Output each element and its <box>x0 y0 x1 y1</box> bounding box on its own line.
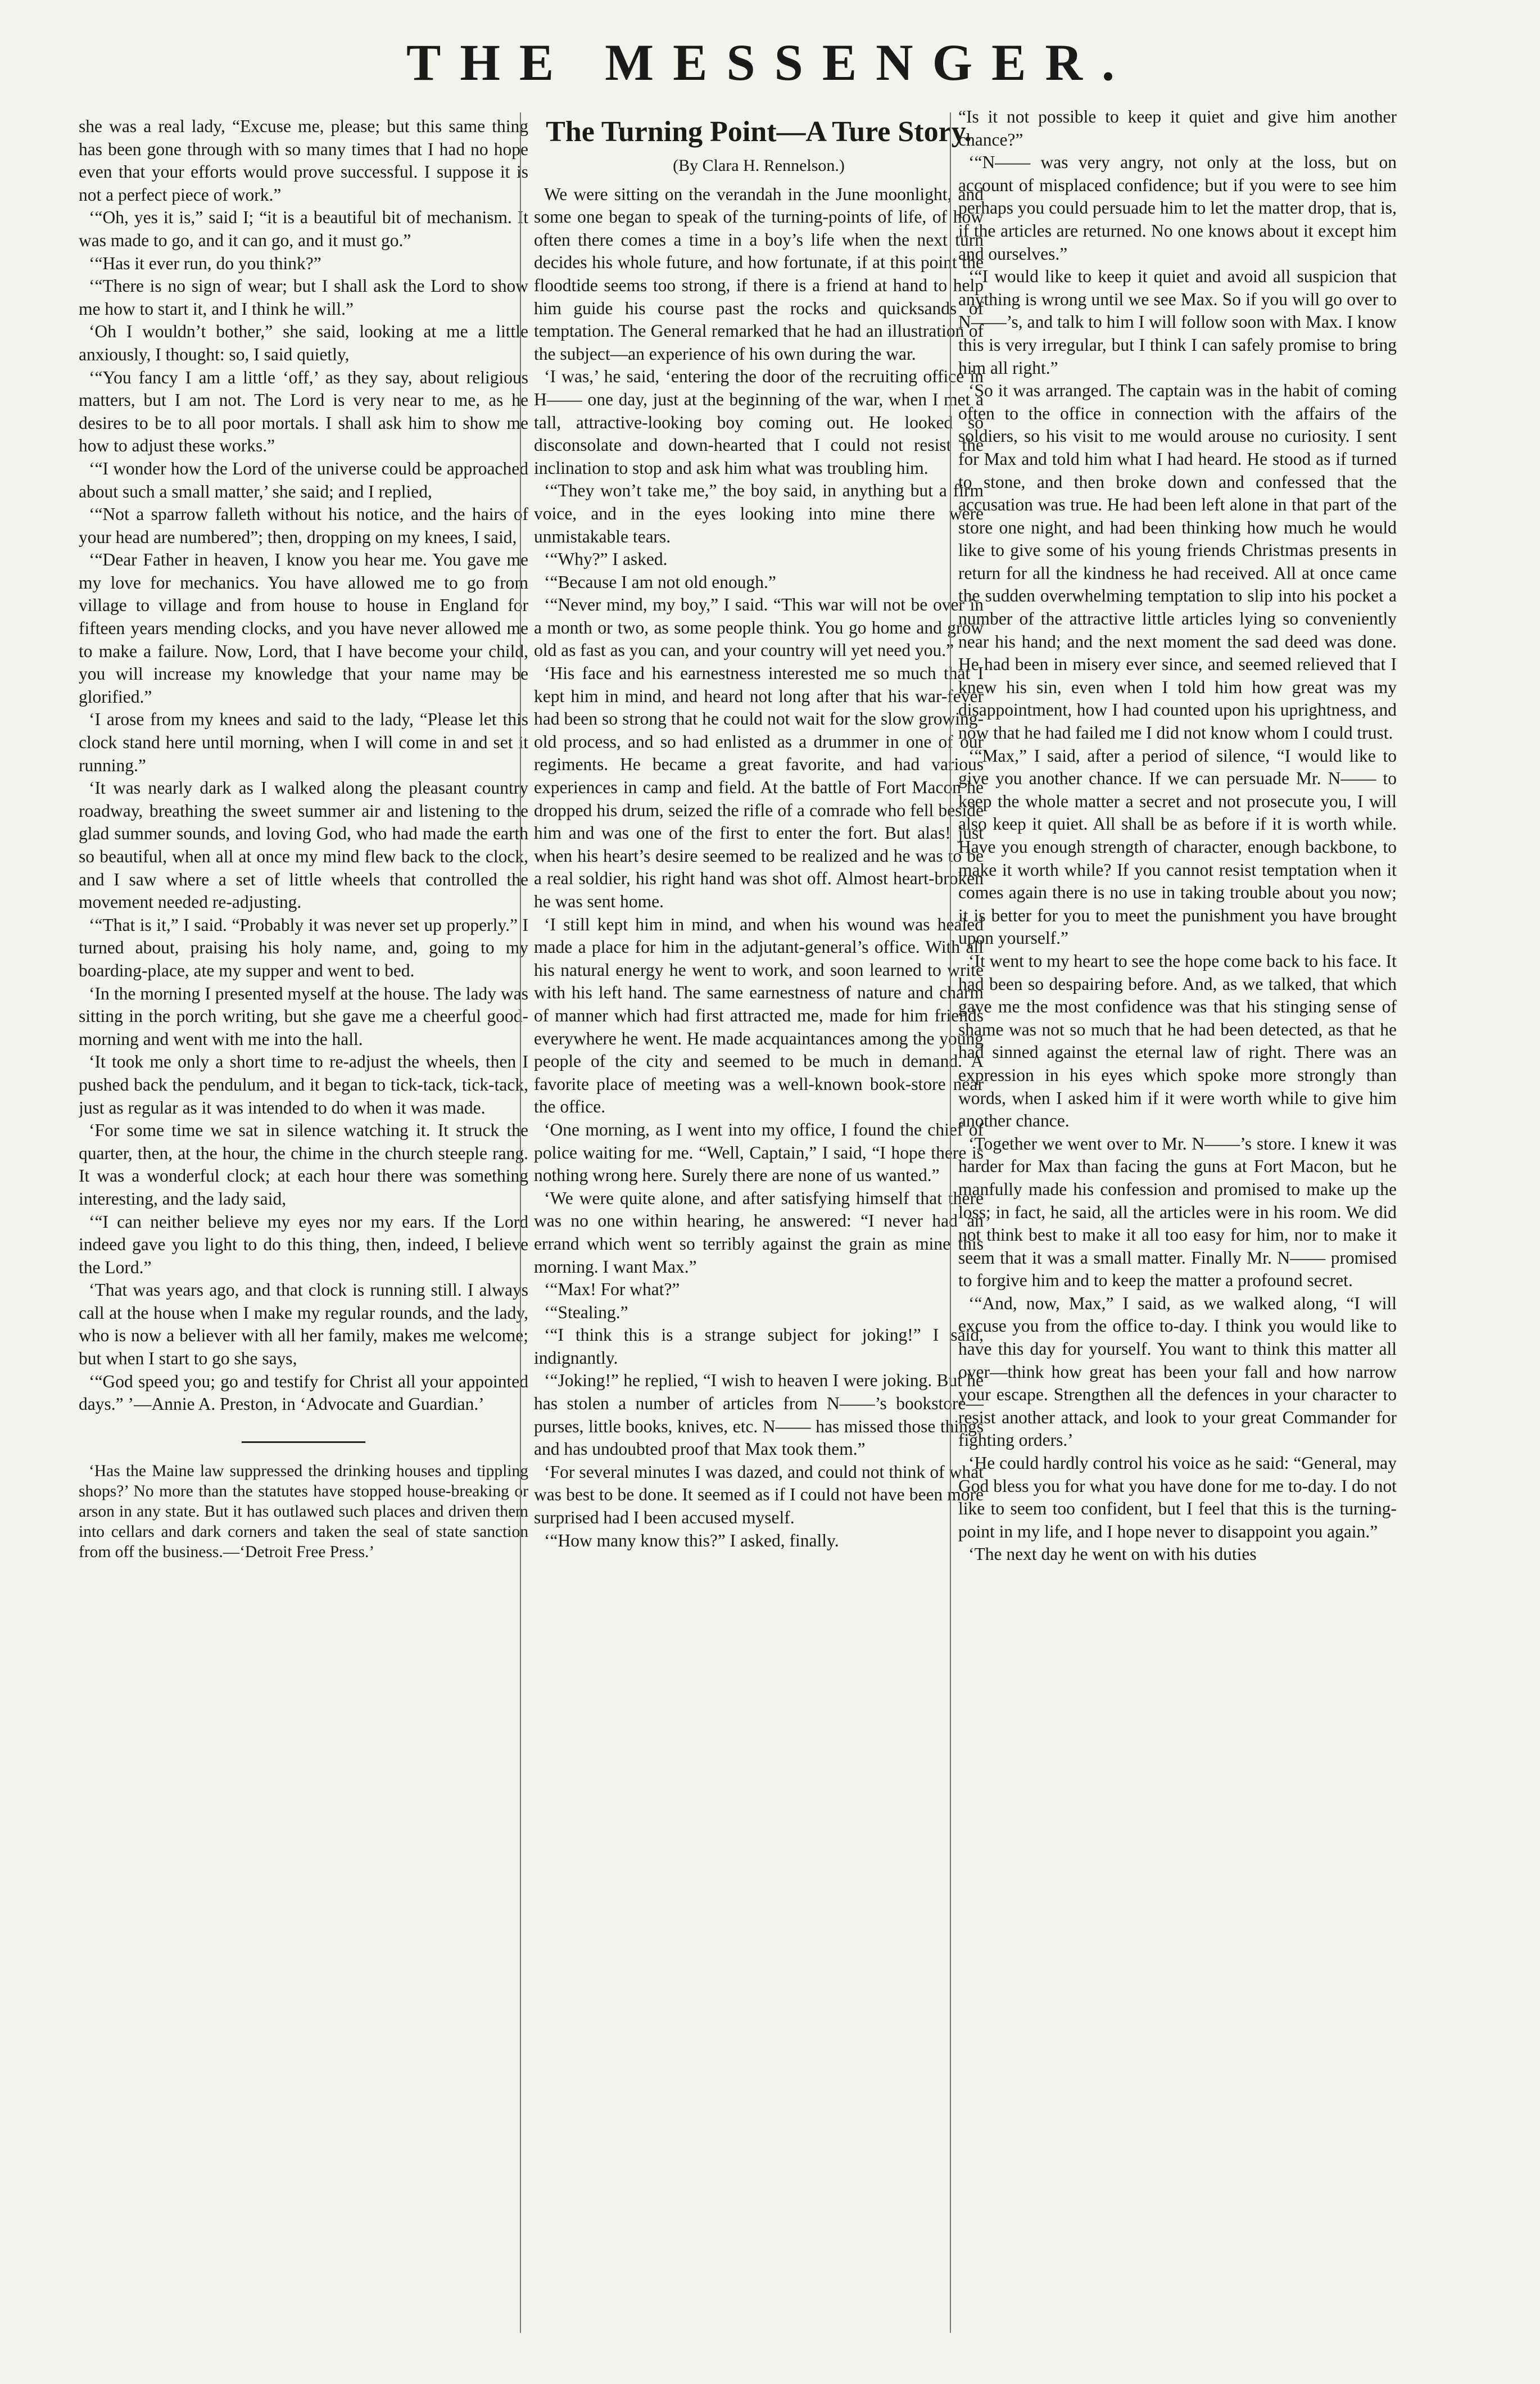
paragraph: ‘“That is it,” I said. “Probably it was never set up properly.” I turned about, praising his holy name, and, going to my boarding-place, ate my supper and went to bed. <box>79 915 528 980</box>
paragraph: ‘Together we went over to Mr. N——’s store. I knew it was harder for Max than facing the guns at Fort Macon, but he manfully made his confession and promised to make up the loss; in fact, he said, all the articles were in his room. We did not think best to make it all too easy for him, nor to make it seem that it was a small matter. Finally Mr. N—— promised to forgive him and to keep the matter a profound secret. <box>958 1133 1397 1291</box>
paragraph: ‘For some time we sat in silence watching it. It struck the quarter, then, at the hour, the chime in the church steeple rang. It was a wonderful clock; at each hour there was something interesting, and the lady said, <box>79 1120 528 1209</box>
paragraph: ‘“Max! For what?” <box>544 1279 680 1300</box>
paragraph: she was a real lady, “Excuse me, please; but this same thing has been gone through with so many times that I had no hope even that your efforts would prove successful. I suppose it is not a perfect piece of work.” <box>79 116 528 205</box>
paragraph: ‘“Not a sparrow falleth without his notice, and the hairs of your head are numbered”; then, dropping on my knees, I said, <box>79 504 528 547</box>
paragraph: ‘I arose from my knees and said to the lady, “Please let this clock stand here until morning, when I will come in and set it running.” <box>79 709 528 775</box>
paragraph: ‘That was years ago, and that clock is running still. I always call at the house when I make my regular rounds, and the lady, who is now a believer with all her family, makes me welcome; but when I start to go she says, <box>79 1280 528 1369</box>
paragraph: ‘We were quite alone, and after satisfying himself that there was no one within hearing, he answered: “I never had an errand which went so terribly against the grain as mine this morning. I want Max.” <box>534 1188 984 1277</box>
paragraph: ‘“Has it ever run, do you think?” <box>89 253 321 273</box>
column-1 <box>79 115 528 2336</box>
paragraph: ‘“How many know this?” I asked, finally. <box>544 1530 839 1550</box>
paragraph: ‘“You fancy I am a little ‘off,’ as they say, about religious matters, but I am not. The Lord is very near to me, as he desires to be to all poor mortals. I shall ask him to show me how to adjust these works.” <box>79 367 528 456</box>
paragraph: ‘“I wonder how the Lord of the universe could be approached about such a small matter,’ she said; and I replied, <box>79 458 528 501</box>
section-divider <box>79 1426 528 1449</box>
column-rule <box>950 112 951 2333</box>
paragraph: ‘It took me only a short time to re-adjust the wheels, then I pushed back the pendulum, and it began to tick-tack, tick-tack, just as regular as it was intended to do when it was made. <box>79 1052 528 1118</box>
paragraph: We were sitting on the verandah in the June moonlight, and some one began to speak of the turning-points of life, of how often there comes a time in a boy’s life when the next turn decides his whole future, and how fortunate, if at this point the floodtide seems too strong, if there is a friend at hand to help him guide his course past the rocks and quicksands of temptation. The General remarked that he had an illustration of the subject—an experience of his own during the war. <box>534 184 984 364</box>
paragraph: ‘It was nearly dark as I walked along the pleasant country roadway, breathing the sweet summer air and listening to the glad summer sounds, and loving God, who had made the earth so beautiful, when all at once my mind flew back to the clock, and I saw where a set of little wheels that controlled the movement needed re-adjusting. <box>79 778 528 912</box>
paragraph: ‘“I can neither believe my eyes nor my ears. If the Lord indeed gave you light to do this thing, then, indeed, I believe the Lord.” <box>79 1211 528 1277</box>
paragraph: ‘One morning, as I went into my office, I found the chief of police waiting for me. “Well, Captain,” I said, “I hope there is nothing wrong here. Surely there are none of us wanted.” <box>534 1119 984 1186</box>
paragraph: ‘“God speed you; go and testify for Christ all your appointed days.” ’—Annie A. Preston, in ‘Advocate and Guardian.’ <box>79 1371 528 1414</box>
column-2 <box>534 115 984 2336</box>
paragraph: ‘“Joking!” he replied, “I wish to heaven I were joking. But he has stolen a number of articles from N——’s bookstore—purses, little books, knives, etc. N—— has missed those things and has undoubted proof that Max took them.” <box>534 1370 984 1459</box>
paragraph: ‘It went to my heart to see the hope come back to his face. It had been so despairing before. And, as we talked, that which gave me the most confidence was that his stinging sense of shame was not so much that he had been detected, as that he had sinned against the eternal law of right. There was an expression in his eyes which spoke more strongly than words, when I asked him if it were worth while to give him another chance. <box>958 951 1397 1131</box>
paragraph: ‘His face and his earnestness interested me so much that I kept him in mind, and heard not long after that his war-fever had been so strong that he could not wait for the slow growing-old process, and so had enlisted as a drummer in one of our regiments. He became a great favorite, and had various experiences in camp and field. At the battle of Fort Macon he dropped his drum, seized the rifle of a comrade who fell beside him and was one of the first to enter the fort. But alas! just when his heart’s desire seemed to be realized and he was to be a real soldier, his right hand was shot off. Almost heart-broken he was sent home. <box>534 663 984 911</box>
paragraph: ‘“And, now, Max,” I said, as we walked along, “I will excuse you from the office to-day. I think you would like to have this day for yourself. You want to think this matter all over—think how great has been your fall and how narrow your escape. Strengthen all the defences in your character to resist another attack, and look to your great Commander for fighting orders.’ <box>958 1293 1397 1450</box>
paragraph: ‘“Stealing.” <box>544 1302 628 1322</box>
paragraph: ‘For several minutes I was dazed, and could not think of what was best to be done. It seemed as if I could not have been more surprised had I been accused myself. <box>534 1462 984 1528</box>
paragraph: ‘“N—— was very angry, not only at the loss, but on account of misplaced confidence; but if you were to see him perhaps you could persuade him to let the matter drop, that is, if the articles are returned. No one knows about it except him and ourselves.” <box>958 152 1397 264</box>
paragraph: ‘The next day he went on with his duties <box>968 1544 1257 1564</box>
paragraph: ‘“Oh, yes it is,” said I; “it is a beautiful bit of mechanism. It was made to go, and it can go, and it must go.” <box>79 207 528 250</box>
paragraph: ‘Oh I wouldn’t bother,” she said, looking at me a little anxiously, I thought: so, I said quietly, <box>79 322 528 364</box>
paragraph: ‘I was,’ he said, ‘entering the door of the recruiting office in H—— one day, just at the beginning of the war, when I met a tall, attractive-looking boy coming out. He looked so disconsolate and down-hearted that I could not resist the inclination to stop and ask him what was troubling him. <box>534 367 984 478</box>
paragraph: ‘“Because I am not old enough.” <box>544 572 776 592</box>
story-headline: The Turning Point—A Ture Story. <box>546 116 972 148</box>
paragraph: ‘“I think this is a strange subject for joking!” I said, indignantly. <box>534 1325 984 1368</box>
column-3 <box>958 106 1397 2326</box>
paragraph: ‘So it was arranged. The captain was in the habit of coming often to the office in connection with the affairs of the soldiers, so his visit to me would arouse no curiosity. I sent for Max and told him what I had heard. He stood as if turned to stone, and then broke down and confessed that the accusation was true. He had been left alone in that part of the store one night, and had been thinking how much he would like to give some of his young friends Christmas presents in return for all the kindness he had received. All at once came the sudden overwhelming temptation to slip into his pocket a number of the attractive little articles lying so conveniently near his hand; and the next moment the sad deed was done. He had been in misery ever since, and seemed relieved that I knew his sin, even when I told him how great was my disappointment, how I had counted upon his uprightness, and now that he had failed me I did not know whom I could trust. <box>958 381 1397 743</box>
paragraph: ‘“They won’t take me,” the boy said, in anything but a firm voice, and in the eyes looking into mine there were unmistakable tears. <box>534 481 984 546</box>
paragraph: ‘“Dear Father in heaven, I know you hear me. You gave me my love for mechanics. You have allowed me to go from village to village and from house to house in England for fifteen years mending clocks, and you have never allowed me to make a failure. Now, Lord, that I have become your child, you will increase my knowledge that your name may be glorified.” <box>79 550 528 707</box>
paragraph: ‘“Never mind, my boy,” I said. “This war will not be over in a month or two, as some people think. You go home and grow old as fast as you can, and your country will yet need you.” <box>534 595 984 661</box>
paragraph: ‘I still kept him in mind, and when his wound was healed made a place for him in the adjutant-general’s office. With all his natural energy he went to work, and soon learned to write with his left hand. The same earnestness of nature and charm of manner which had first attracted me, made for him friends everywhere he went. He made acquaintances among the young people of the city and seemed to be much in demand. A favorite place of meeting was a well-known book-store near the office. <box>534 914 984 1117</box>
paragraph: ‘“Max,” I said, after a period of silence, “I would like to give you another chance. If we can persuade Mr. N—— to keep the whole matter a secret and not prosecute you, I will also keep it quiet. All shall be as before if it is worth while. Have you enough strength of character, enough backbone, to make it worth while? If you cannot resist temptation when it comes again there is no use in taking trouble about you now; it is better for you to meet the punishment you have brought upon yourself.” <box>958 745 1397 948</box>
paragraph: ‘In the morning I presented myself at the house. The lady was sitting in the porch writing, but she gave me a cheerful good-morning and went with me into the hall. <box>79 983 528 1049</box>
paragraph: “Is it not possible to keep it quiet and give him another chance?” <box>958 107 1397 150</box>
paragraph: ‘“Why?” I asked. <box>544 549 668 569</box>
story-byline: (By Clara H. Rennelson.) <box>673 156 845 175</box>
clock-story-continued <box>79 115 528 1416</box>
masthead: THE MESSENGER. <box>406 34 1134 91</box>
maine-law-note: ‘Has the Maine law suppressed the drinking houses and tippling shops?’ No more than the statutes have stopped house-breaking or arson in any state. But it has outlawed such places and driven them into cellars and dark corners and taken the seal of state sanction from off the business.—‘Detroit Free Press.’ <box>79 1462 528 1562</box>
column-rule <box>520 112 521 2333</box>
paragraph: ‘“There is no sign of wear; but I shall ask the Lord to show me how to start it, and I think he will.” <box>79 276 528 319</box>
paragraph: ‘“I would like to keep it quiet and avoid all suspicion that anything is wrong until we see Max. So if you will go over to N——’s, and talk to him I will follow soon with Max. I know this is very irregular, but I think I can safely promise to bring him all right.” <box>958 266 1397 378</box>
paragraph: ‘He could hardly control his voice as he said: “General, may God bless you for what you have done for me to-day. I do not like to seem too confident, but I feel that this is the turning-point in my life, and I hope never to disappoint you again.” <box>958 1453 1397 1541</box>
